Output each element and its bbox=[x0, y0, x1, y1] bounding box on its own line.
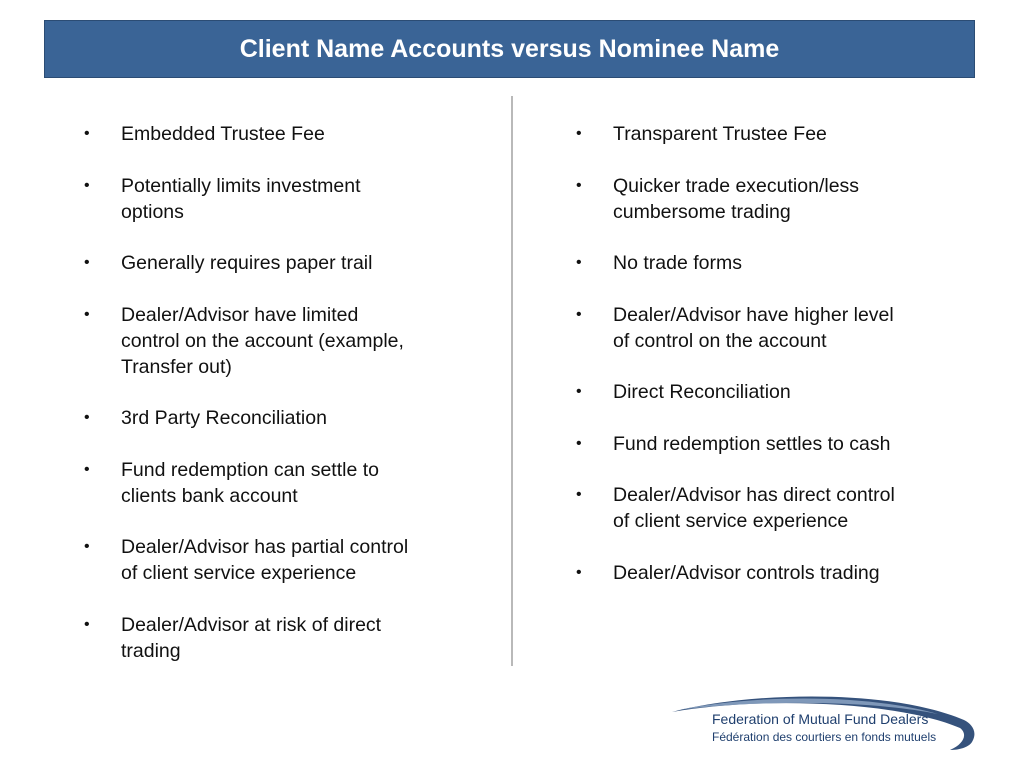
bullet-dot-icon: • bbox=[84, 409, 90, 426]
bullet-item bbox=[576, 121, 936, 147]
bullet-text-line: Dealer/Advisor at risk of direct bbox=[121, 613, 382, 636]
bullet-text-line: options bbox=[121, 200, 184, 223]
bullet-text-line: Generally requires paper trail bbox=[121, 252, 373, 274]
bullet-text-line: of client service experience bbox=[121, 562, 357, 584]
column-divider bbox=[511, 96, 513, 666]
bullet-text-line: clients bank account bbox=[121, 484, 298, 507]
bullet-text-line: Transparent Trustee Fee bbox=[613, 123, 827, 145]
title-bar bbox=[44, 20, 975, 78]
bullet-text-line: control on the account (example, bbox=[121, 329, 404, 352]
bullet-text-line: Embedded Trustee Fee bbox=[121, 123, 325, 145]
bullet-text-line: Fund redemption can settle to bbox=[121, 458, 379, 481]
client-name-list bbox=[84, 121, 444, 689]
bullet-text-line: Direct Reconciliation bbox=[613, 381, 791, 403]
bullet-text-line: 3rd Party Reconciliation bbox=[121, 407, 327, 429]
bullet-item bbox=[576, 302, 936, 354]
bullet-text-line: of control on the account bbox=[613, 329, 827, 352]
bullet-text-line: Dealer/Advisor has partial control bbox=[121, 536, 409, 558]
bullet-text-line: Dealer/Advisor have limited bbox=[121, 303, 359, 326]
slide-title: Client Name Accounts versus Nominee Name bbox=[239, 34, 780, 63]
bullet-text-line: Dealer/Advisor has direct control bbox=[613, 484, 895, 506]
bullet-item bbox=[576, 250, 936, 276]
bullet-dot-icon: • bbox=[84, 615, 90, 633]
bullet-item bbox=[576, 560, 936, 586]
bullet-item bbox=[84, 405, 444, 431]
bullet-dot-icon: • bbox=[576, 383, 582, 400]
nominee-name-list bbox=[576, 121, 936, 611]
bullet-item bbox=[84, 173, 444, 225]
bullet-dot-icon: • bbox=[84, 460, 90, 478]
logo-text-french: Fédération des courtiers en fonds mutuels bbox=[712, 730, 937, 744]
bullet-text-line: Quicker trade execution/less bbox=[613, 174, 860, 197]
bullet-item bbox=[576, 173, 936, 225]
bullet-item bbox=[84, 121, 444, 147]
bullet-text-line: trading bbox=[121, 639, 181, 662]
bullet-dot-icon: • bbox=[84, 305, 90, 323]
bullet-dot-icon: • bbox=[84, 125, 90, 142]
bullet-dot-icon: • bbox=[84, 176, 90, 194]
bullet-dot-icon: • bbox=[84, 254, 90, 271]
bullet-text-line: cumbersome trading bbox=[613, 200, 791, 223]
bullet-item bbox=[84, 612, 444, 664]
logo-text-english: Federation of Mutual Fund Dealers bbox=[712, 711, 929, 727]
bullet-dot-icon: • bbox=[576, 563, 582, 581]
bullet-text-line: Transfer out) bbox=[121, 355, 232, 378]
bullet-item bbox=[84, 534, 444, 586]
bullet-dot-icon: • bbox=[576, 125, 582, 142]
bullet-dot-icon: • bbox=[576, 305, 582, 323]
bullet-item bbox=[84, 302, 444, 380]
fmfd-logo bbox=[668, 690, 980, 754]
bullet-item bbox=[576, 482, 936, 534]
bullet-item bbox=[84, 457, 444, 509]
bullet-dot-icon: • bbox=[576, 434, 582, 452]
bullet-item bbox=[576, 379, 936, 405]
bullet-dot-icon: • bbox=[576, 176, 582, 194]
bullet-dot-icon: • bbox=[576, 254, 582, 271]
bullet-text-line: Potentially limits investment bbox=[121, 174, 361, 197]
bullet-text-line: of client service experience bbox=[613, 510, 849, 532]
bullet-dot-icon: • bbox=[84, 538, 90, 555]
bullet-text-line: Dealer/Advisor controls trading bbox=[613, 561, 880, 584]
bullet-text-line: No trade forms bbox=[613, 252, 742, 274]
bullet-dot-icon: • bbox=[576, 486, 582, 503]
bullet-item bbox=[576, 431, 936, 457]
bullet-text-line: Fund redemption settles to cash bbox=[613, 432, 891, 455]
bullet-item bbox=[84, 250, 444, 276]
bullet-text-line: Dealer/Advisor have higher level bbox=[613, 303, 894, 326]
